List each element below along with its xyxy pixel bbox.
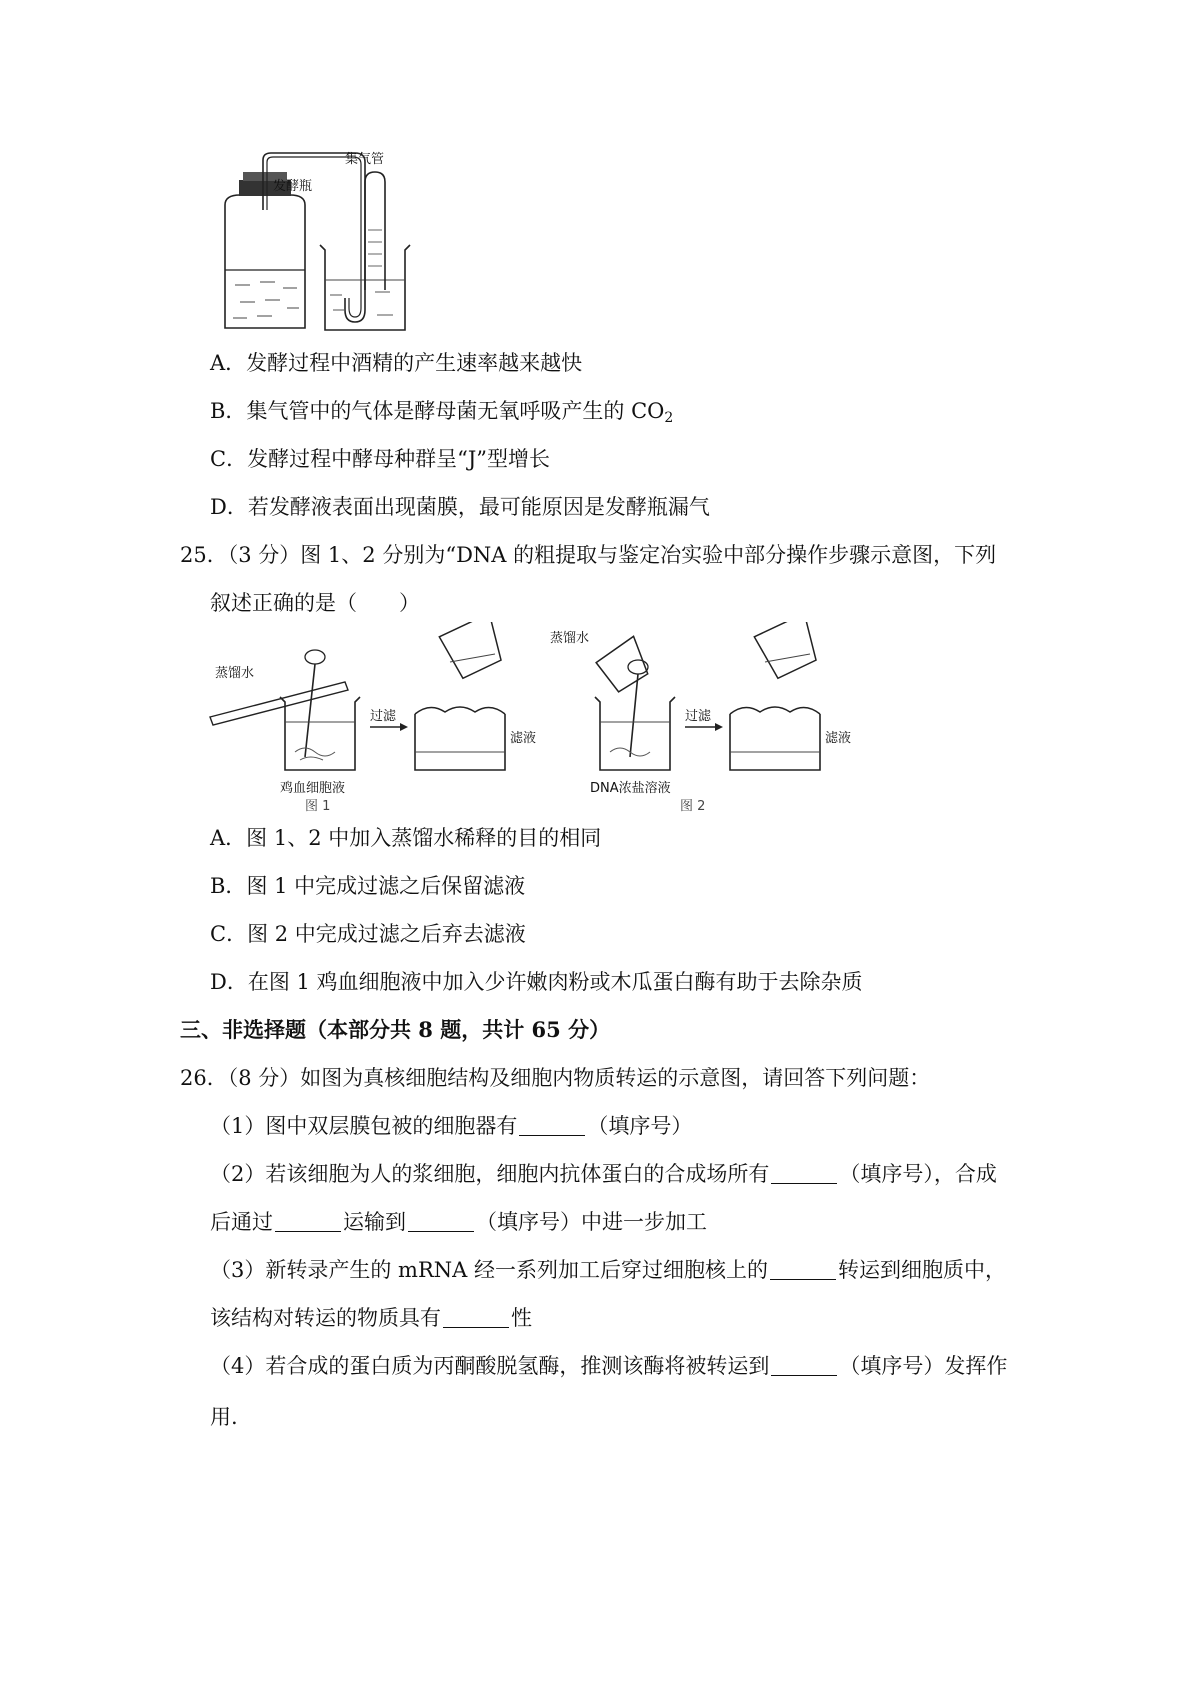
q26-stem: 26．（8 分）如图为真核细胞结构及细胞内物质转运的示意图，请回答下列问题： — [180, 1066, 931, 1090]
q26-part1: （1）图中双层膜包被的细胞器有 （填序号） — [210, 1114, 693, 1138]
q24-option-d: D．若发酵液表面出现菌膜，最可能原因是发酵瓶漏气 — [210, 495, 710, 519]
dna-extraction-figure — [205, 622, 855, 812]
tube-label: 集气管 — [345, 152, 385, 167]
figure-2 — [550, 622, 851, 812]
q25-option-c: C．图 2 中完成过滤之后弃去滤液 — [210, 922, 526, 946]
answer-blank-5[interactable] — [770, 1259, 836, 1280]
section-3-title: 三、非选择题（本部分共 8 题，共计 65 分） — [180, 1017, 611, 1042]
q26-part3-line1: （3）新转录产生的 mRNA 经一系列加工后穿过细胞核上的 转运到细胞质中， — [210, 1258, 1006, 1282]
q24-option-c: C．发酵过程中酵母种群呈“J”型增长 — [210, 447, 550, 471]
fig2-caption: 图 2 — [680, 799, 706, 812]
fig1-filter-label: 过滤 — [370, 709, 397, 724]
fig2-filter-label: 过滤 — [685, 709, 712, 724]
fig1-liquid-label: 鸡血细胞液 — [280, 781, 346, 796]
bottle-label: 发酵瓶 — [273, 179, 313, 194]
q26-part2-line1: （2）若该细胞为人的浆细胞，细胞内抗体蛋白的合成场所有 （填序号），合成 — [210, 1162, 997, 1186]
answer-blank-7[interactable] — [771, 1355, 837, 1376]
q24-option-a: A．发酵过程中酒精的产生速率越来越快 — [210, 351, 583, 375]
q24-option-b: B．集气管中的气体是酵母菌无氧呼吸产生的 $CO_2$ — [210, 399, 674, 426]
fig2-liquid-label: DNA浓盐溶液 — [590, 781, 671, 796]
figure-1 — [210, 622, 536, 812]
fermentation-apparatus-figure — [205, 150, 435, 335]
answer-blank-4[interactable] — [408, 1211, 474, 1232]
fig2-water-label: 蒸馏水 — [550, 631, 590, 646]
q26-part2-line2: 后通过 运输到 （填序号）中进一步加工 — [210, 1210, 707, 1234]
answer-blank-2[interactable] — [771, 1163, 837, 1184]
q25-stem-line2: 叙述正确的是（ ） — [210, 591, 420, 615]
answer-blank-6[interactable] — [443, 1307, 509, 1328]
q26-part4-line1: （4）若合成的蛋白质为丙酮酸脱氢酶，推测该酶将被转运到 （填序号）发挥作 — [210, 1354, 1008, 1378]
fig1-caption: 图 1 — [305, 799, 331, 812]
q25-stem-line1: 25．（3 分）图 1、2 分别为“DNA 的粗提取与鉴定冶实验中部分操作步骤示意图，下列 — [180, 543, 997, 567]
fig1-water-label: 蒸馏水 — [215, 666, 255, 681]
q26-part3-line2: 该结构对转运的物质具有 性 — [210, 1306, 532, 1330]
answer-blank-1[interactable] — [519, 1115, 585, 1136]
answer-blank-3[interactable] — [275, 1211, 341, 1232]
q26-part4-line2: 用. — [210, 1405, 238, 1429]
fig2-filtrate-label: 滤液 — [825, 731, 852, 746]
q25-option-b: B．图 1 中完成过滤之后保留滤液 — [210, 874, 526, 898]
fig1-filtrate-label: 滤液 — [510, 731, 537, 746]
q25-option-a: A．图 1、2 中加入蒸馏水稀释的目的相同 — [210, 826, 602, 850]
q25-option-d: D．在图 1 鸡血细胞液中加入少许嫩肉粉或木瓜蛋白酶有助于去除杂质 — [210, 970, 863, 994]
